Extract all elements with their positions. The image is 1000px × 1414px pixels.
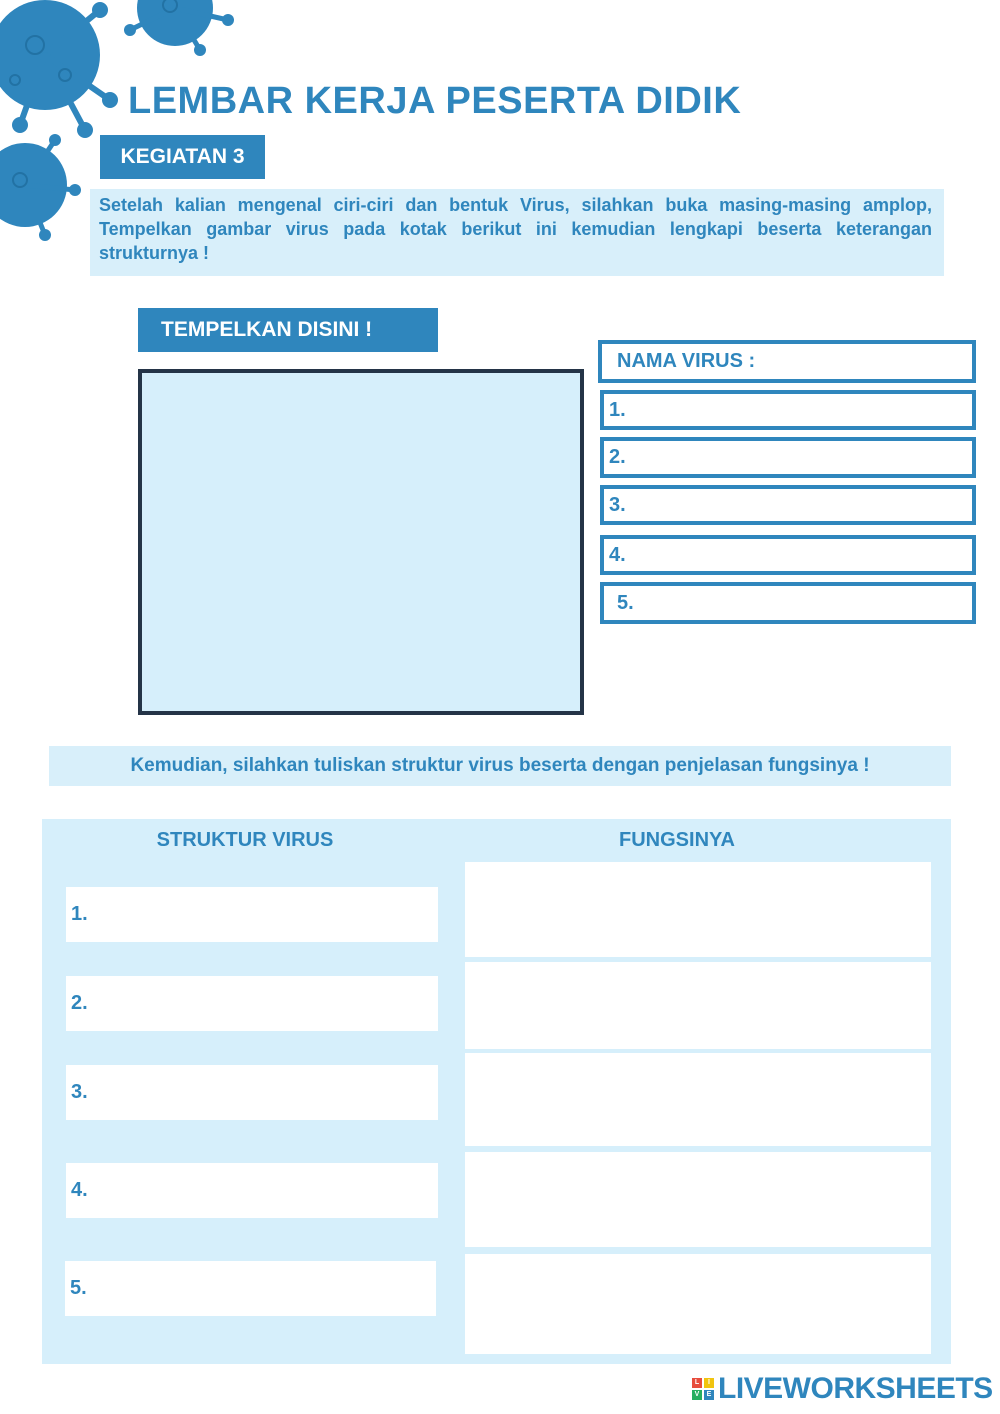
function-field-2[interactable] (465, 962, 931, 1049)
structure-field-4[interactable]: 4. (66, 1163, 438, 1218)
liveworksheets-logo-icon: L I V E (692, 1378, 714, 1400)
column-header-function: FUNGSINYA (619, 829, 735, 851)
virus-name-field-1[interactable]: 1. (600, 390, 976, 430)
brand-text: LIVEWORKSHEETS (718, 1372, 993, 1405)
structure-instruction: Kemudian, silahkan tuliskan struktur virus beserta dengan penjelasan fungsinya ! (49, 746, 951, 786)
structure-field-1[interactable]: 1. (66, 887, 438, 942)
paste-here-label: TEMPELKAN DISINI ! (138, 308, 438, 352)
function-field-5[interactable] (465, 1254, 931, 1354)
structure-field-3[interactable]: 3. (66, 1065, 438, 1120)
virus-name-field-4[interactable]: 4. (600, 535, 976, 575)
instruction-text: Setelah kalian mengenal ciri-ciri dan bentuk Virus, silahkan buka masing-masing amplop, Tempelkan gambar virus pada kotak berikut ini kemudian lengkapi beserta keterangan strukturnya ! (90, 189, 944, 276)
page-title: LEMBAR KERJA PESERTA DIDIK (128, 80, 742, 122)
virus-name-field-3[interactable]: 3. (600, 485, 976, 525)
activity-badge: KEGIATAN 3 (100, 135, 265, 179)
paste-image-drop-area[interactable] (138, 369, 584, 715)
virus-name-header (598, 340, 976, 383)
function-field-1[interactable] (465, 862, 931, 957)
function-field-3[interactable] (465, 1053, 931, 1146)
function-field-4[interactable] (465, 1152, 931, 1247)
virus-name-field-2[interactable]: 2. (600, 437, 976, 478)
structure-field-5[interactable]: 5. (65, 1261, 436, 1316)
liveworksheets-brand (692, 1372, 993, 1406)
virus-name-label: NAMA VIRUS : (617, 350, 756, 372)
column-header-structure: STRUKTUR VIRUS (156, 829, 334, 851)
virus-name-field-5[interactable]: 5. (600, 582, 976, 624)
structure-field-2[interactable]: 2. (66, 976, 438, 1031)
